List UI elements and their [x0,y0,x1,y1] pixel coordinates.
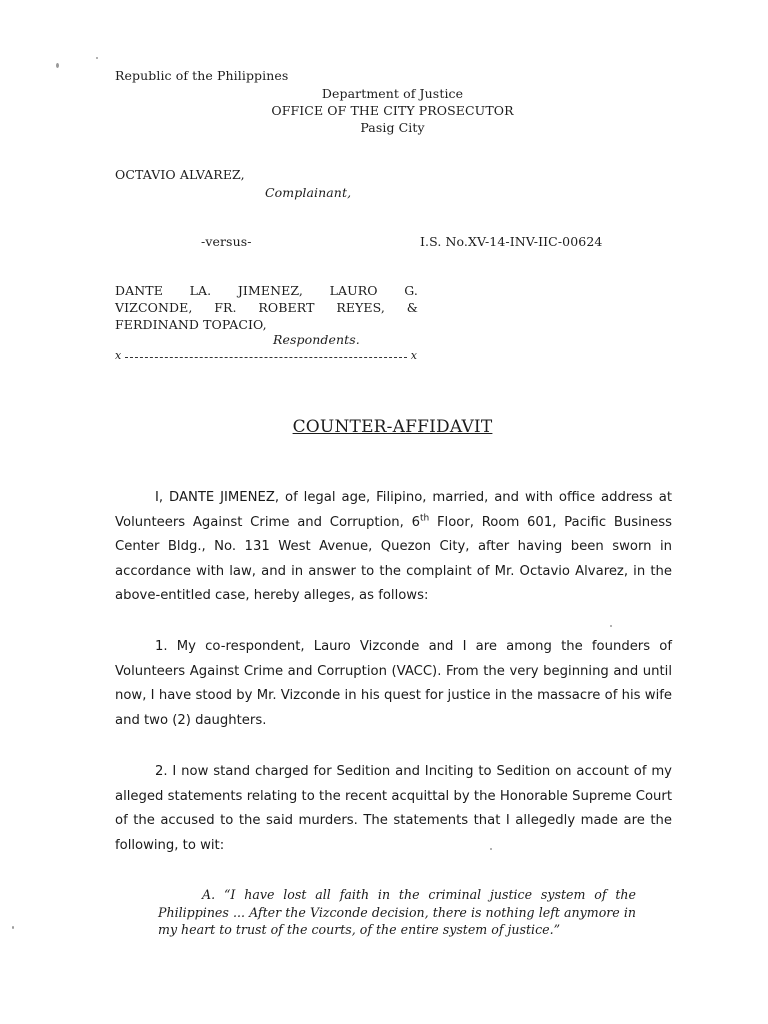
separator-dashes [125,357,407,358]
paragraph-1-text: 1. My co-respondent, Lauro Vizconde and I are among the founders of Volunteers Against Crime and Corruption (VACC). From the very beginning and until now, I have stood by Mr. Vizconde in his quest for justice in the massacre of his wife and two (2) daughters. [115,639,672,728]
separator-left-mark: x [115,349,122,362]
scan-speck [12,926,14,929]
intro-superscript: th [419,513,430,524]
quoted-statement [158,886,636,939]
intro-paragraph [115,486,672,609]
respondents-line-3: FERDINAND TOPACIO, [115,317,267,332]
paragraph-1 [115,635,672,733]
complainant-role: Complainant, [265,185,352,200]
department-line: Department of Justice [321,86,464,101]
intro-text-end: Floor, Room 601, Pacific Business Center Bldg., No. 131 West Avenue, Quezon City, after having been sworn in accordance with law, and in answer to the complaint of Mr. Octavio Alvarez, in the above-entitled case, hereby alleges, as follows: [115,514,672,604]
respondents-block [115,282,418,333]
respondents-role: Respondents. [273,332,360,347]
paragraph-2 [115,760,672,858]
caption-separator [115,351,417,363]
office-line: OFFICE OF THE CITY PROSECUTOR [271,103,514,118]
scan-speck [610,625,612,627]
document-title: COUNTER-AFFIDAVIT [292,417,493,437]
complainant-name: OCTAVIO ALVAREZ, [115,167,245,182]
scan-speck [490,848,492,850]
versus-label: -versus- [201,234,252,249]
intro-text-start: I, DANTE JIMENEZ, of legal age, Filipino, married, and with office address at Volunteers Against Crime and Corruption, 6 [115,490,672,530]
quoted-statement-text: A. “I have lost all faith in the criminal justice system of the Philippines ... After the Vizconde decision, there is nothing left anymore in my heart to trust of the courts, of the entire system of justice.” [158,887,636,937]
respondents-line-1: DANTE LA. JIMENEZ, LAURO G. [115,283,418,298]
scan-speck [56,63,59,68]
respondents-line-2: VIZCONDE, FR. ROBERT REYES, & [115,300,418,315]
scan-speck [96,57,98,59]
city-line: Pasig City [360,120,425,135]
separator-right-mark: x [410,349,417,362]
republic-line: Republic of the Philippines [115,68,289,83]
case-number: I.S. No.XV-14-INV-IIC-00624 [420,234,603,249]
paragraph-2-text: 2. I now stand charged for Sedition and Inciting to Sedition on account of my alleged statements relating to the recent acquittal by the Honorable Supreme Court of the accused to the said murders. The statements that I allegedly made are the following, to wit: [115,764,672,853]
